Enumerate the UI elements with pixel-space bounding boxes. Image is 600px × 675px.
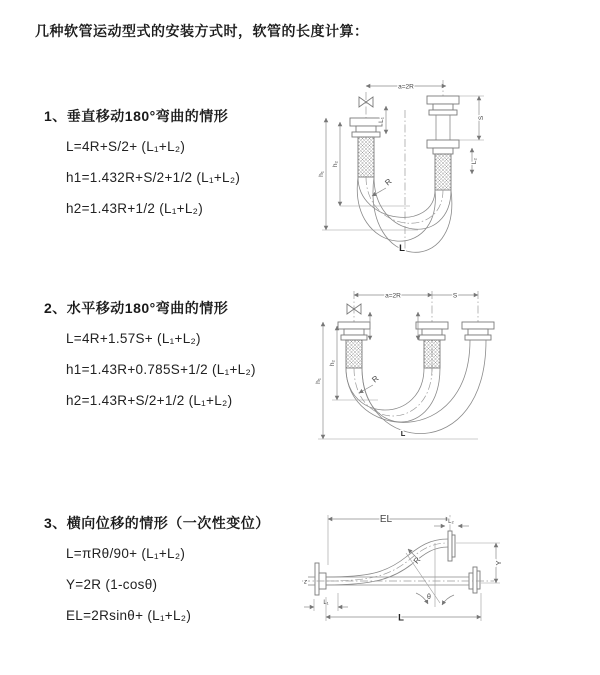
- radius-label: R: [411, 555, 423, 566]
- left-pipe-fitting: [338, 322, 370, 368]
- dim-label-l2: L₂: [448, 519, 454, 525]
- page-title: 几种软管运动型式的安装方式时，软管的长度计算：: [35, 23, 369, 39]
- hose-u-curves: [346, 340, 486, 434]
- angle-arc-right: [442, 595, 454, 605]
- dim-label-a2r: a=2R: [385, 292, 401, 300]
- diagram-lateral-displacement: [298, 505, 593, 645]
- right-pipe-fitting: [462, 322, 494, 340]
- dim-label-s: S: [452, 292, 458, 300]
- middle-pipe-fitting: [416, 322, 448, 368]
- section1-formula-h2: h2=1.43R+1/2 (L₁+L₂): [66, 201, 204, 216]
- radius-leader-arrow: [372, 188, 386, 196]
- dim-label-l1: L₁: [378, 117, 385, 123]
- section3-heading: 3、横向位移的情形（一次性变位）: [44, 515, 270, 531]
- dim-label-a2r: a=2R: [398, 83, 414, 91]
- section3-formula-EL: EL=2Rsinθ+ (L₁+L₂): [66, 608, 192, 623]
- section2-formula-h1: h1=1.43R+0.785S+1/2 (L₁+L₂): [66, 362, 256, 377]
- left-pipe-fitting: [350, 118, 382, 177]
- dim-label-y: Y: [494, 560, 503, 566]
- braided-hose-section: [435, 154, 451, 190]
- dim-label-h2: h₂: [332, 160, 339, 168]
- length-label: L: [398, 612, 404, 624]
- upper-flange: [448, 531, 455, 561]
- lower-right-flange: [469, 567, 480, 593]
- section2-heading: 2、水平移动180°弯曲的情形: [44, 300, 229, 316]
- right-pipe-fitting: [427, 96, 459, 190]
- section3-formula-Y: Y=2R (1-cosθ): [66, 577, 158, 592]
- radius-leader-arrow: [359, 385, 373, 393]
- section1-heading: 1、垂直移动180°弯曲的情形: [44, 108, 229, 124]
- section2-formula-h2: h2=1.43R+S/2+1/2 (L₁+L₂): [66, 393, 233, 408]
- braided-hose-section: [424, 340, 440, 368]
- length-label: L: [400, 429, 406, 438]
- section1-formula-h1: h1=1.432R+S/2+1/2 (L₁+L₂): [66, 170, 241, 185]
- left-flange: [308, 563, 326, 595]
- radius-label: R: [383, 176, 394, 188]
- dim-label-h2: h₂: [329, 359, 336, 367]
- section3-formula-L: L=πRθ/90+ (L₁+L₂): [66, 546, 186, 561]
- hose-s-curve: [326, 539, 448, 585]
- section2-formula-L: L=4R+1.57S+ (L₁+L₂): [66, 331, 201, 346]
- diagram-horizontal-travel-180-bend: [306, 282, 576, 457]
- braided-hose-section: [358, 137, 374, 177]
- diagram-vertical-travel-180-bend: [310, 72, 560, 264]
- dim-label-el: EL: [379, 514, 393, 525]
- dim-label-l2: L₂: [471, 157, 478, 165]
- radius-label: R: [370, 373, 381, 385]
- section1-formula-L: L=4R+S/2+ (L₁+L₂): [66, 139, 186, 154]
- dim-label-l1: L₁: [323, 600, 329, 606]
- centerline-mark: z: [304, 579, 307, 586]
- dim-label-h1: h₁: [315, 378, 322, 384]
- dim-label-h1: h₁: [318, 171, 325, 177]
- braided-hose-section: [346, 340, 362, 368]
- length-label: L: [399, 243, 405, 254]
- angle-label: θ: [427, 594, 431, 601]
- dim-label-s: S: [478, 115, 485, 121]
